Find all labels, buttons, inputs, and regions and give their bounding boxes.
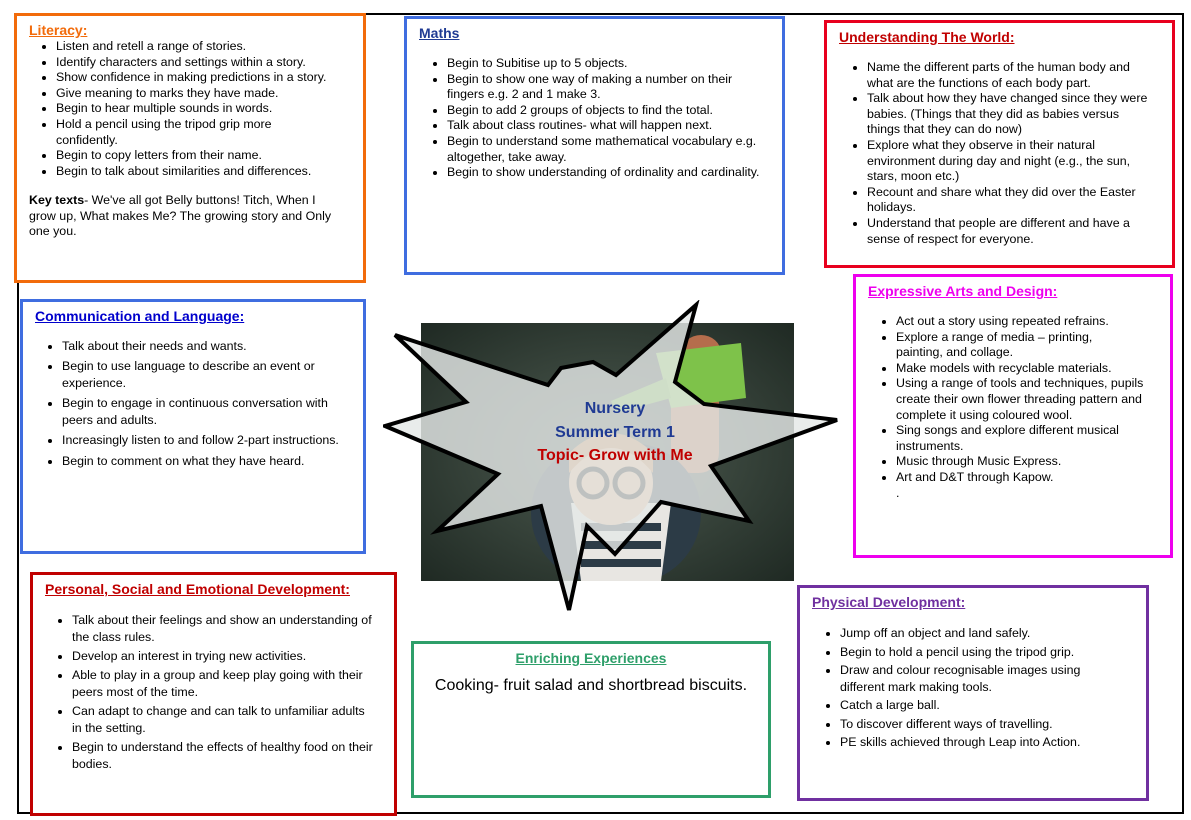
expressive-title: Expressive Arts and Design: xyxy=(868,283,1058,299)
communication-box xyxy=(20,299,366,554)
expressive-list xyxy=(868,314,1158,486)
enriching-title: Enriching Experiences xyxy=(515,650,667,666)
list-item: • Art and D&T through Kapow. xyxy=(896,470,1158,486)
list-item: • Talk about how they have changed since they were babies. (Things that they did as babies versus things that they can do now) xyxy=(867,91,1152,138)
list-item: • Begin to hear multiple sounds in words. xyxy=(56,101,351,117)
maths-title: Maths xyxy=(419,25,460,41)
list-item: • Begin to show one way of making a number on their fingers e.g. 2 and 1 make 3. xyxy=(447,72,760,103)
key-texts xyxy=(29,193,351,239)
enriching-box xyxy=(411,641,771,798)
list-item: • Begin to hold a pencil using the tripod grip. xyxy=(840,644,1128,661)
understanding-title: Understanding The World: xyxy=(839,29,1015,45)
list-item: • Music through Music Express. xyxy=(896,454,1158,470)
maths-list xyxy=(419,56,770,181)
personal-box xyxy=(30,572,397,816)
list-item: • Can adapt to change and can talk to unfamiliar adults in the setting. xyxy=(72,703,376,737)
understanding-box xyxy=(824,20,1175,268)
list-item: • Understand that people are different and have a sense of respect for everyone. xyxy=(867,216,1152,247)
enriching-text: Cooking- fruit salad and shortbread biscuits. xyxy=(434,677,748,694)
maths-box xyxy=(404,16,785,275)
list-item: • Begin to Subitise up to 5 objects. xyxy=(447,56,760,72)
list-item: • Begin to engage in continuous conversation with peers and adults. xyxy=(62,395,343,430)
list-item: • Begin to show understanding of ordinality and cardinality. xyxy=(447,165,760,181)
list-item: • Explore what they observe in their natural environment during day and night (e.g., the sun, stars, moon etc.) xyxy=(867,138,1152,185)
list-item: • Identify characters and settings within a story. xyxy=(56,55,351,71)
physical-list xyxy=(812,625,1134,751)
list-item: • Develop an interest in trying new activities. xyxy=(72,648,376,665)
list-item: • PE skills achieved through Leap into Action. xyxy=(840,734,1128,751)
list-item: • Show confidence in making predictions in a story. xyxy=(56,70,351,86)
list-item: • Hold a pencil using the tripod grip more confidently. xyxy=(56,117,351,148)
list-item: • Talk about class routines- what will happen next. xyxy=(447,118,760,134)
personal-title: Personal, Social and Emotional Development: xyxy=(45,581,350,597)
list-item: • Give meaning to marks they have made. xyxy=(56,86,351,102)
list-item: • To discover different ways of travelling. xyxy=(840,716,1128,733)
center-line-term: Summer Term 1 xyxy=(555,423,675,441)
understanding-list xyxy=(839,60,1160,247)
list-item: • Recount and share what they did over the Easter holidays. xyxy=(867,185,1152,216)
list-item: • Begin to use language to describe an event or experience. xyxy=(62,358,343,393)
literacy-box xyxy=(14,13,366,283)
list-item: • Begin to add 2 groups of objects to find the total. xyxy=(447,103,760,119)
list-item: • Catch a large ball. xyxy=(840,697,1128,714)
expressive-box xyxy=(853,274,1173,558)
list-item: • Sing songs and explore different musical instruments. xyxy=(896,423,1158,454)
list-item: • Able to play in a group and keep play going with their peers most of the time. xyxy=(72,667,376,701)
communication-list xyxy=(35,338,351,471)
list-item: • Talk about their needs and wants. xyxy=(62,338,343,356)
center-line-nursery: Nursery xyxy=(584,400,646,417)
list-item: • Draw and colour recognisable images using different mark making tools. xyxy=(840,662,1128,695)
expressive-trailing: . xyxy=(896,485,900,500)
list-item: • Begin to copy letters from their name. xyxy=(56,148,351,164)
key-texts-label: Key texts xyxy=(29,193,85,208)
list-item: • Talk about their feelings and show an understanding of the class rules. xyxy=(72,612,376,646)
list-item: • Increasingly listen to and follow 2-part instructions. xyxy=(62,432,343,450)
list-item: • Make models with recyclable materials. xyxy=(896,361,1158,377)
literacy-list xyxy=(29,39,351,179)
list-item: • Begin to understand the effects of healthy food on their bodies. xyxy=(72,739,376,773)
list-item: • Begin to talk about similarities and differences. xyxy=(56,164,351,180)
physical-title: Physical Development: xyxy=(812,594,966,610)
key-texts-body: - We've all got Belly buttons! Titch, When I grow up, What makes Me? The growing story and Only one you. xyxy=(29,193,332,239)
list-item: • Begin to comment on what they have heard. xyxy=(62,453,343,471)
list-item: • Jump off an object and land safely. xyxy=(840,625,1128,642)
personal-list xyxy=(45,612,382,773)
list-item: • Listen and retell a range of stories. xyxy=(56,39,351,55)
center-line-topic: Topic- Grow with Me xyxy=(537,447,693,464)
list-item: • Using a range of tools and techniques, pupils create their own flower threading pattern and complete it using coloured wool. xyxy=(896,376,1158,423)
list-item: • Name the different parts of the human body and what are the functions of each body part. xyxy=(867,60,1152,91)
center-title xyxy=(480,397,750,468)
communication-title: Communication and Language: xyxy=(35,308,245,324)
list-item: • Begin to understand some mathematical vocabulary e.g. altogether, take away. xyxy=(447,134,760,165)
list-item: • Explore a range of media – printing, painting, and collage. xyxy=(896,330,1158,361)
physical-box xyxy=(797,585,1149,801)
literacy-title: Literacy: xyxy=(29,22,88,38)
list-item: • Act out a story using repeated refrains. xyxy=(896,314,1158,330)
